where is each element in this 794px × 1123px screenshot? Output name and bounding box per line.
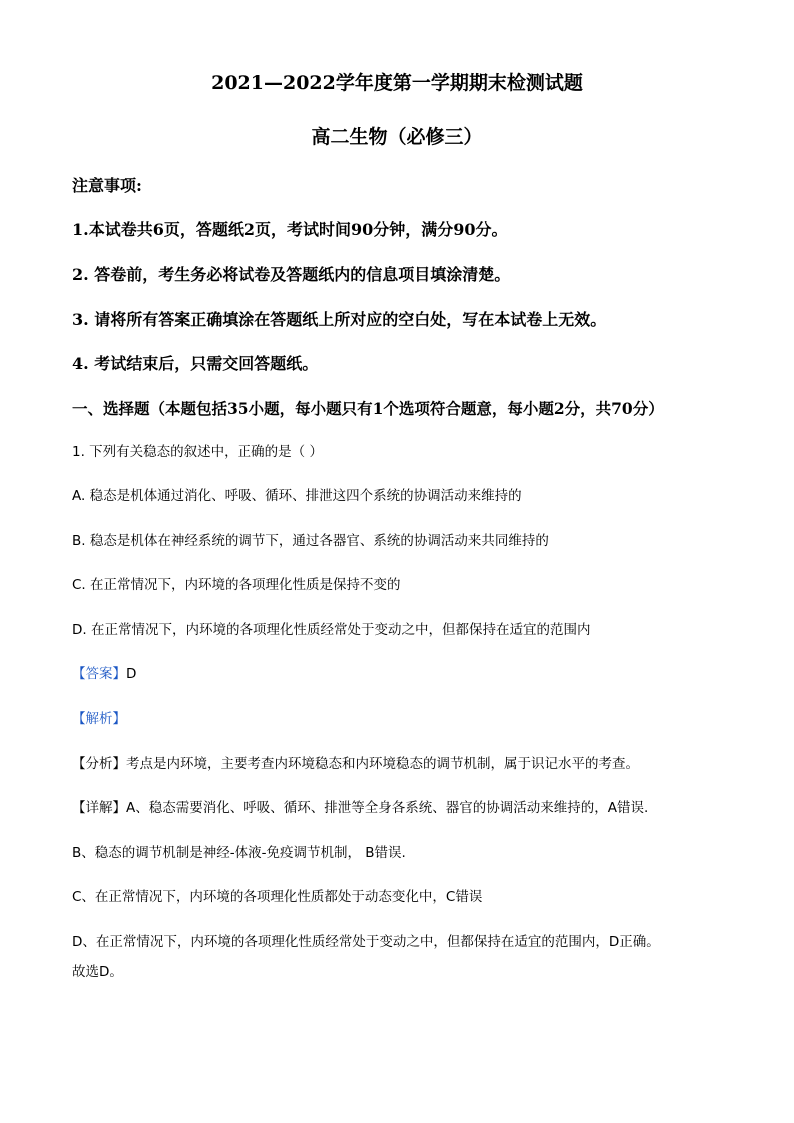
option-d: D. 在正常情况下，内环境的各项理化性质经常处于变动之中，但都保持在适宜的范围内 <box>72 622 591 638</box>
option-a: A. 稳态是机体通过消化、呼吸、循环、排泄这四个系统的协调活动来维持的 <box>72 488 522 504</box>
detail-tag: 【详解】 <box>72 800 126 816</box>
document-subtitle: 高二生物（必修三） <box>311 126 483 148</box>
notice-item: 2. 答卷前，考生务必将试卷及答题纸内的信息项目填涂清楚。 <box>72 265 511 284</box>
option-c: C. 在正常情况下，内环境的各项理化性质是保持不变的 <box>72 577 401 593</box>
notice-item: 1.本试卷共6页，答题纸2页，考试时间90分钟，满分90分。 <box>72 220 508 239</box>
fenxi-tag: 【分析】 <box>72 756 126 772</box>
option-b: B. 稳态是机体在神经系统的调节下，通过各器官、系统的协调活动来共同维持的 <box>72 533 549 549</box>
document-title: 2021—2022学年度第一学期期末检测试题 <box>211 72 583 94</box>
notice-item: 4. 考试结束后，只需交回答题纸。 <box>72 354 319 373</box>
answer-tag: 【答案】 <box>72 666 126 682</box>
fenxi-text: 考点是内环境，主要考查内环境稳态和内环境稳态的调节机制，属于识记水平的考查。 <box>126 756 639 772</box>
detail-line-d: D、在正常情况下，内环境的各项理化性质经常处于变动之中，但都保持在适宜的范围内，D正确。 <box>72 934 660 950</box>
section-heading: 一、选择题（本题包括35小题，每小题只有1个选项符合题意，每小题2分，共70分） <box>72 399 664 418</box>
detail-line-c: C、在正常情况下，内环境的各项理化性质都处于动态变化中，C错误 <box>72 889 483 905</box>
fenxi-line <box>72 758 639 772</box>
notice-item: 3. 请将所有答案正确填涂在答题纸上所对应的空白处，写在本试卷上无效。 <box>72 310 607 329</box>
conclusion-line: 故选D。 <box>72 964 123 980</box>
detail-line-b: B、稳态的调节机制是神经-体液-免疫调节机制， B错误. <box>72 845 406 861</box>
detail-text: A、稳态需要消化、呼吸、循环、排泄等全身各系统、器官的协调活动来维持的，A错误. <box>126 800 649 816</box>
answer-value: D <box>126 666 137 682</box>
notice-heading: 注意事项: <box>72 176 142 195</box>
answer-line <box>72 668 136 682</box>
question-stem: 1. 下列有关稳态的叙述中，正确的是（ ） <box>72 444 323 460</box>
detail-line <box>72 802 648 816</box>
analysis-tag: 【解析】 <box>72 711 126 727</box>
analysis-line <box>72 713 126 727</box>
